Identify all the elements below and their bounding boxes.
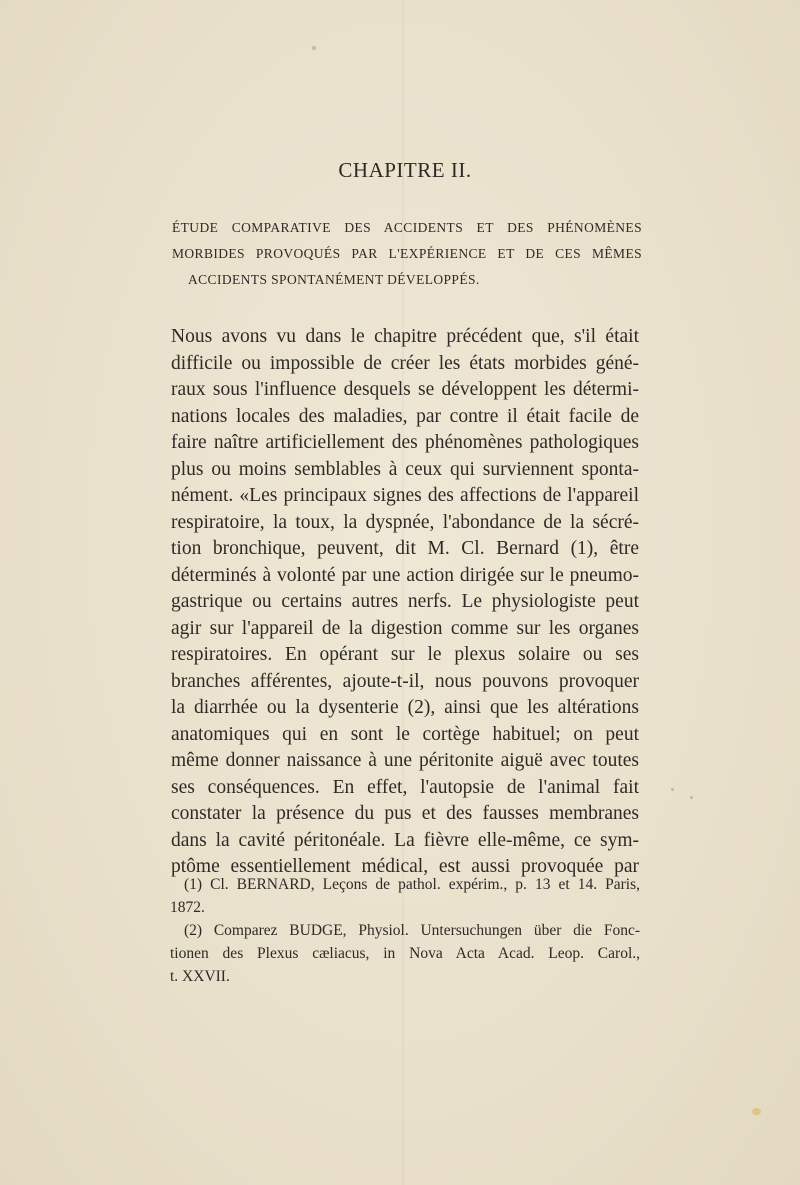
text-line: respiratoire, la toux, la dyspnée, l'abondance de la sécré- [171,511,639,533]
footnote-2-line: (2) Comparez BUDGE, Physiol. Untersuchungen über die Fonc- [184,922,640,939]
paper-stain [752,1108,761,1115]
text-line: ses conséquences. En effet, l'autopsie de l'animal fait [171,776,639,798]
text-line: dans la cavité péritonéale. La fièvre elle-même, ce sym- [171,829,639,851]
text-line: difficile ou impossible de créer les états morbides géné- [171,352,639,374]
text-line: constater la présence du pus et des fausses membranes [171,803,639,824]
text-line: raux sous l'influence desquels se développent les détermi- [171,379,639,400]
text-line: plus ou moins semblables à ceux qui surviennent sponta- [171,458,639,480]
chapter-title: CHAPITRE II. [338,158,472,182]
subtitle-line: ÉTUDE COMPARATIVE DES ACCIDENTS ET DES PHÉNOMÈNES [172,220,642,235]
text-line: anatomiques qui en sont le cortège habituel; on peut [171,723,639,745]
footnote-2-line: tionen des Plexus cæliacus, in Nova Acta Acad. Leop. Carol., [170,945,640,962]
text-line: déterminés à volonté par une action dirigée sur le pneumo- [171,564,639,586]
text-line: respiratoires. En opérant sur le plexus solaire ou ses [171,644,639,665]
footnote-1-line: 1872. [170,899,205,916]
text-line: la diarrhée ou la dysenterie (2), ainsi que les altérations [171,697,639,718]
subtitle-line: MORBIDES PROVOQUÉS PAR L'EXPÉRIENCE ET DE CES MÊMES [172,246,642,261]
text-line: même donner naissance à une péritonite aiguë avec toutes [171,750,639,771]
footnote-1-line: (1) Cl. BERNARD, Leçons de pathol. expérim., p. 13 et 14. Paris, [184,876,640,893]
paper-speck [690,796,693,799]
text-line: ptôme essentiellement médical, est aussi provoquée par [171,856,639,877]
text-line: branches afférentes, ajoute-t-il, nous pouvons provoquer [171,670,639,692]
text-line: nations locales des maladies, par contre il était facile de [171,405,639,427]
paper-speck [312,46,316,50]
footnote-2-line: t. XXVII. [170,968,230,985]
chapter-subtitle [172,215,642,293]
footnotes [170,873,640,988]
text-line: Nous avons vu dans le chapitre précédent que, s'il était [171,326,639,347]
text-line: nément. «Les principaux signes des affections de l'appareil [171,485,639,506]
text-line: agir sur l'appareil de la digestion comme sur les organes [171,617,639,639]
text-line: gastrique ou certains autres nerfs. Le physiologiste peut [171,591,639,612]
text-line: faire naître artificiellement des phénomènes pathologiques [171,432,639,453]
subtitle-line: ACCIDENTS SPONTANÉMENT DÉVELOPPÉS. [188,272,480,287]
paper-speck [671,788,674,791]
body-paragraph [171,324,639,881]
text-line: tion bronchique, peuvent, dit M. Cl. Bernard (1), être [171,538,639,559]
